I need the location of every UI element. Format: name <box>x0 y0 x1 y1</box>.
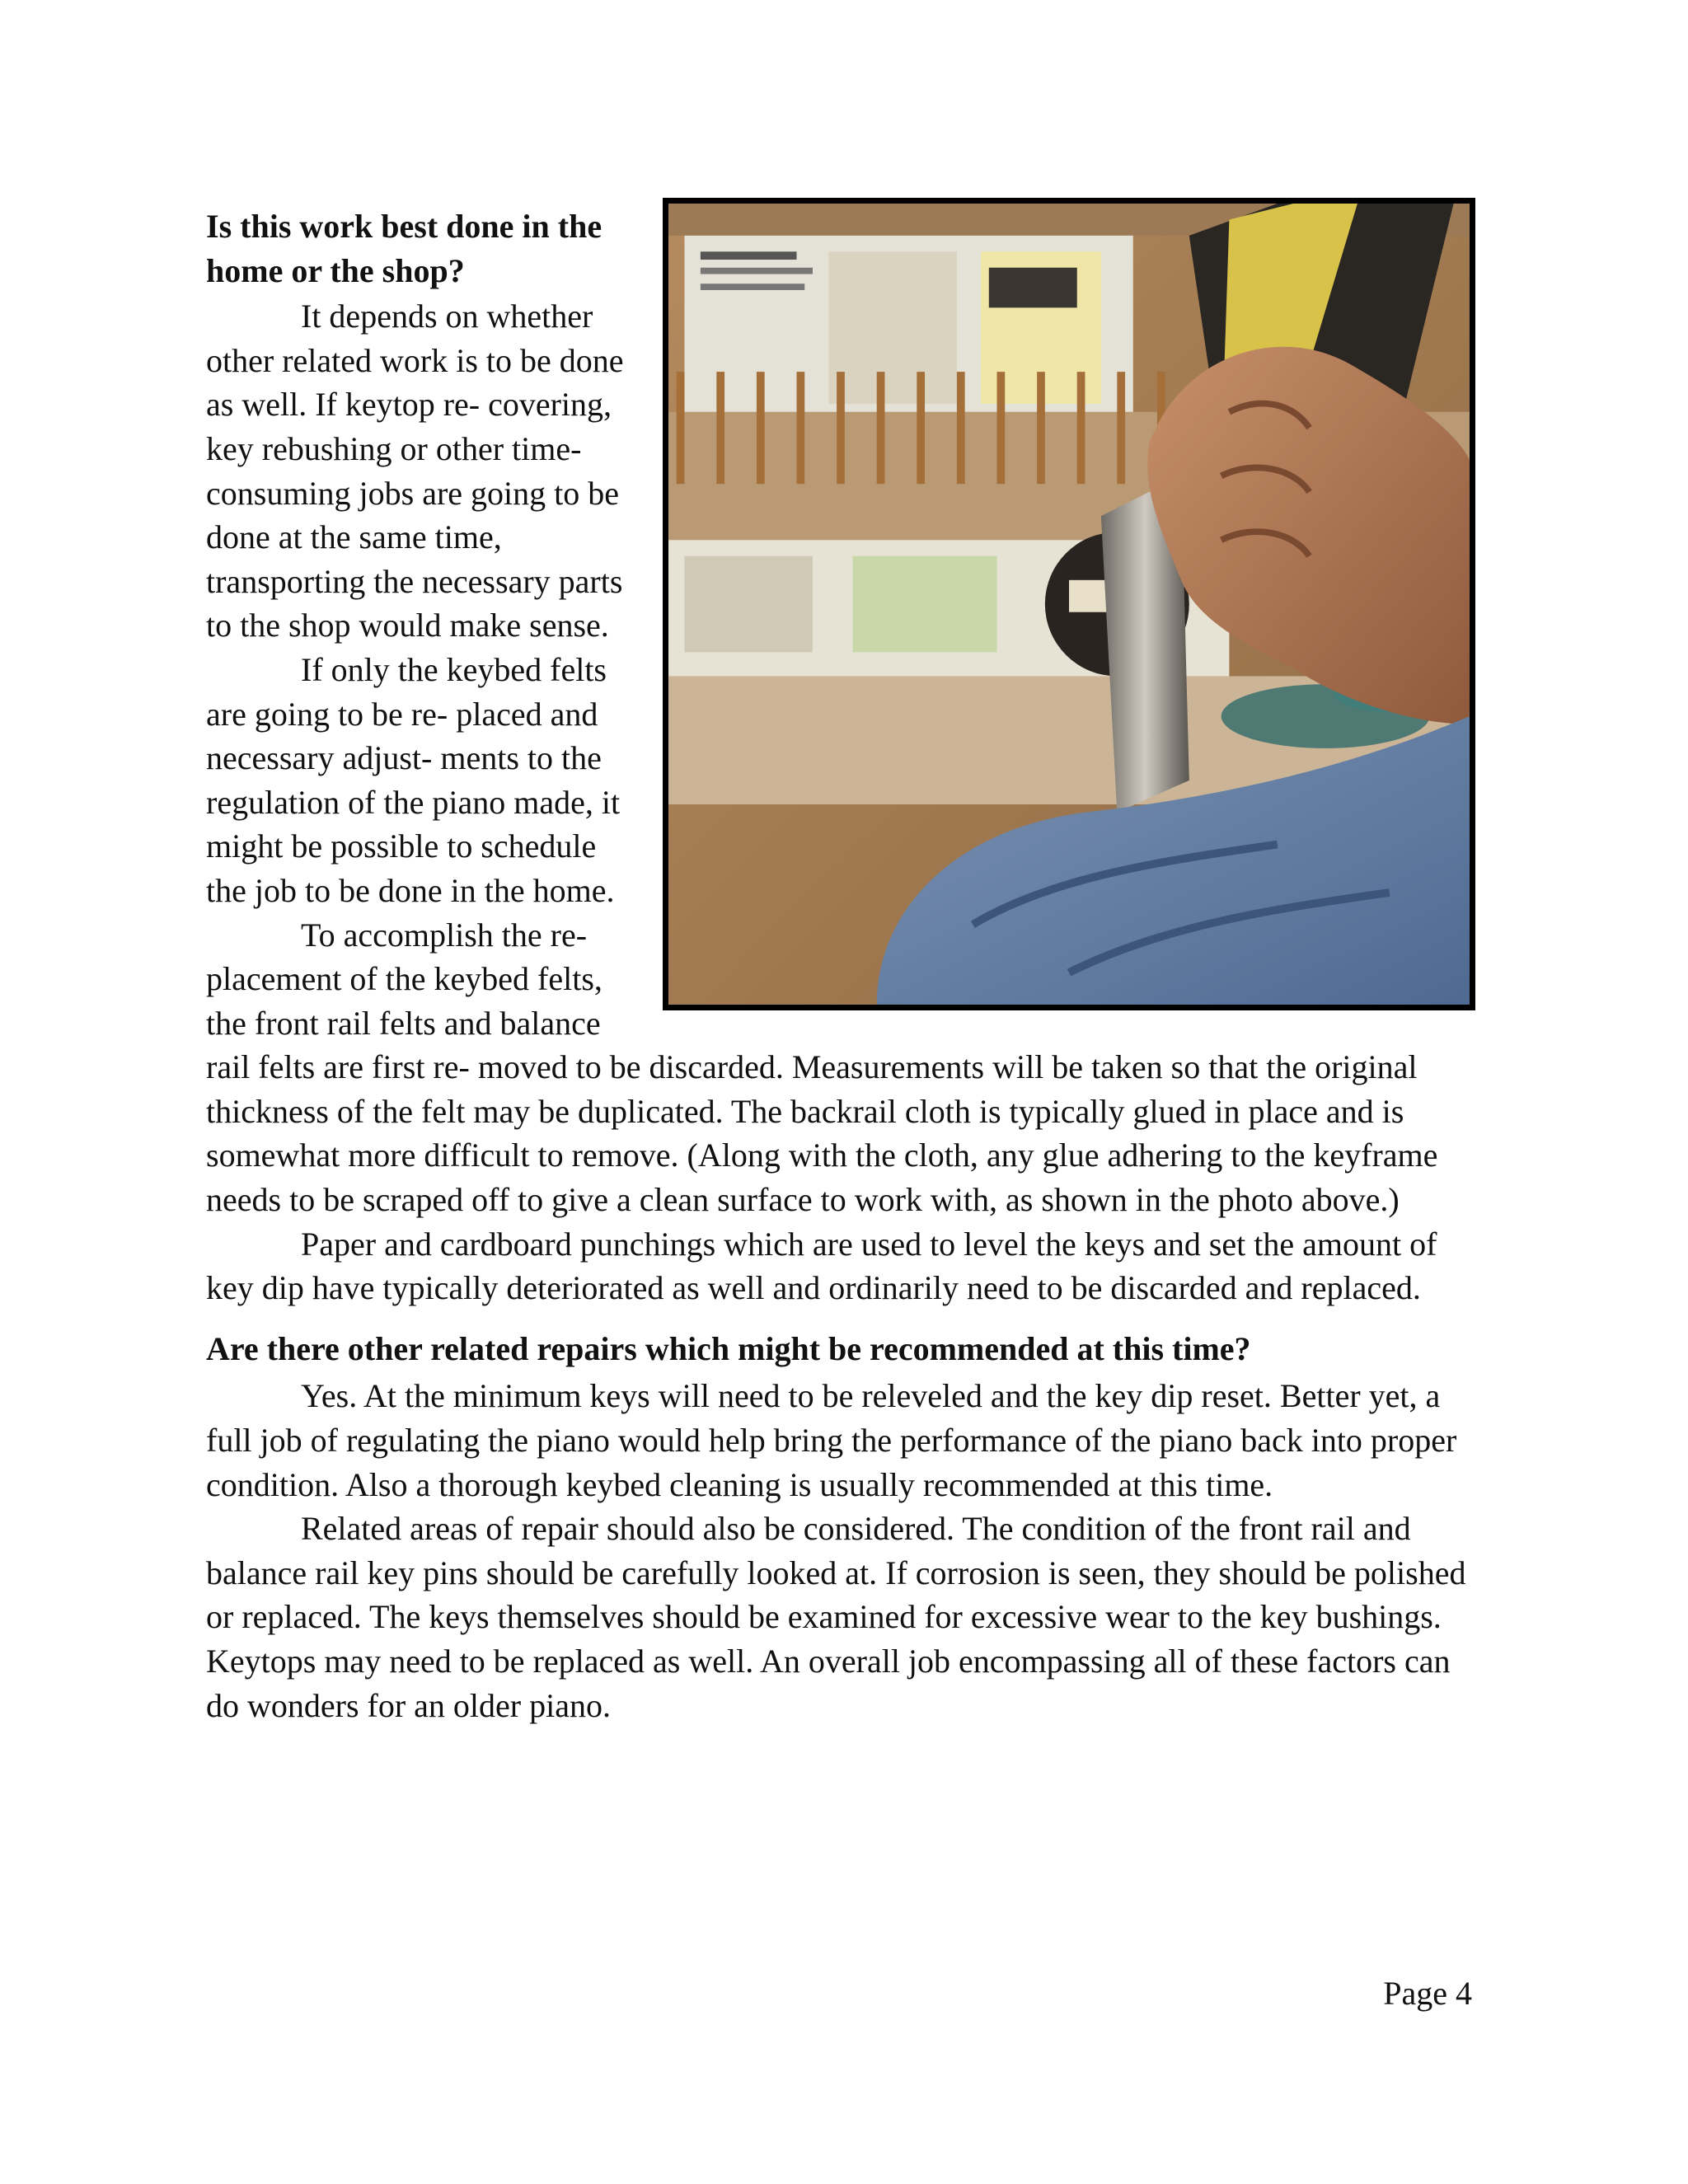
keyframe-scraping-photo <box>663 198 1475 1010</box>
section-heading-related-repairs: Are there other related repairs which might be recommended at this time? <box>206 1329 1251 1367</box>
paragraph-related-areas: Related areas of repair should also be considered. The condition of the front rail and balance rail key pins should be carefully looked at. If corrosion is seen, they should be polished or replaced. The keys themselves should be examined for excessive wear to the key bushings. Keytops may need to be replaced as well. An overall job encompassing all of these factors can do wonders for an older piano. <box>206 1510 1466 1724</box>
page-number: Page 4 <box>1383 1975 1472 2012</box>
paragraph-keybed-felts: If only the keybed felts are going to be re- placed and necessary adjust- ments to the regulation of the piano made, it might be possible to schedule the job to be done in the home. <box>206 650 621 909</box>
section-heading-home-or-shop: Is this work best done in the home or the shop? <box>206 208 603 289</box>
paragraph-related-work: It depends on whether other related work is to be done as well. If keytop re- covering, key rebushing or other time-consuming jobs are going to be done at the same time, transporting the necessary parts to the shop would make sense. <box>206 298 624 644</box>
paragraph-punchings: Paper and cardboard punchings which are used to level the keys and set the amount of key dip have typically deteriorated as well and ordinarily need to be discarded and replaced. <box>206 1225 1437 1307</box>
paragraph-releveling: Yes. At the minimum keys will need to be releveled and the key dip reset. Better yet, a full job of regulating the piano would help bring the performance of the piano back into proper condition. Also a thorough keybed cleaning is usually recommended at this time. <box>206 1377 1457 1503</box>
article-body <box>206 204 1475 1727</box>
photo-illustration <box>668 204 1470 1005</box>
paragraph-replacement-process: To accomplish the re- placement of the keybed felts, the front rail felts and balance rail felts are first re- moved to be discarded. Measurements will be taken so that the original thickness of the felt may be duplicated. The backrail cloth is typically glued in place and is somewhat more difficult to remove. (Along with the cloth, any glue adhering to the keyframe needs to be scraped off to give a clean surface to work with, as shown in the photo above.) <box>206 916 1438 1219</box>
